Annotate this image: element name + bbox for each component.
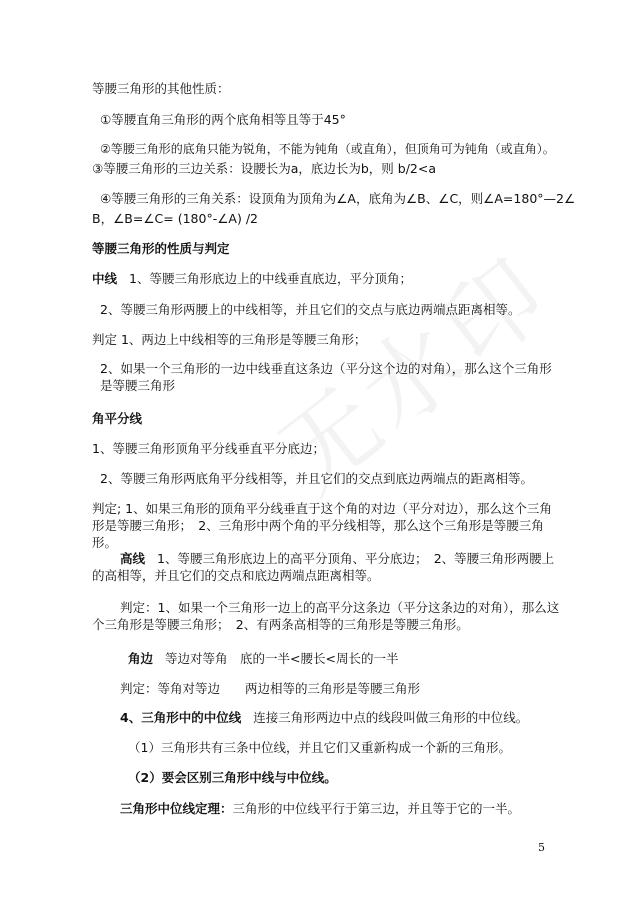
bold-term: 4、三角形中的中位线 — [120, 710, 242, 725]
text-paragraph: 2、如果一个三角形的一边中线垂直这条边（平分这个边的对角），那么这个三角形是等腰三角形 — [100, 361, 552, 393]
text-line — [128, 650, 398, 667]
text-line: 判定：等角对等边 两边相等的三角形是等腰三角形 — [120, 681, 421, 696]
text-paragraph: 判定：1、如果一个三角形一边上的高平分这条边（平分这条边的对角），那么这个三角形是等腰三角形； 2、有两条高相等的三角形是等腰三角形。 — [92, 600, 560, 632]
text-line: ②等腰三角形的底角只能为锐角，不能为钝角（或直角），但顶角可为钝角（或直角）。 — [100, 142, 555, 156]
text-line: 2、等腰三角形两底角平分线相等，并且它们的交点到底边两端点的距离相等。 — [100, 471, 533, 486]
text-line — [120, 709, 528, 726]
text-line: 等腰三角形的其他性质： — [92, 81, 230, 96]
text-line: ①等腰直角三角形的两个底角相等且等于45° — [100, 112, 346, 127]
text-span: 1、等腰三角形底边上的中线垂直底边，平分顶角； — [129, 271, 412, 286]
text-span: 等边对等角 底的一半<腰长<周长的一半 — [165, 651, 399, 666]
text-line: （2）要会区别三角形中线与中位线。 — [128, 770, 337, 785]
text-line — [92, 270, 412, 287]
bold-term: 角边 — [128, 651, 154, 666]
text-span: 三角形的中位线平行于第三边，并且等于它的一半。 — [232, 801, 521, 816]
page-number: 5 — [538, 841, 545, 854]
text-line: 1、等腰三角形顶角平分线垂直平分底边； — [92, 441, 325, 456]
bold-term: 中线 — [92, 271, 118, 286]
text-line: （1）三角形共有三条中位线，并且它们又重新构成一个新的三角形。 — [128, 740, 511, 755]
text-line — [120, 800, 520, 817]
section-heading: 角平分线 — [92, 411, 143, 426]
text-paragraph: 判定; 1、如果三角形的顶角平分线垂直于这个角的对边（平分对边），那么这个三角形是等腰三角形； 2、三角形中两个角的平分线相等，那么这个三角形是等腰三角形。 — [92, 501, 552, 550]
bold-term: 高线 — [120, 551, 146, 566]
text-line: 2、等腰三角形两腰上的中线相等，并且它们的交点与底边两端点距离相等。 — [100, 302, 521, 317]
section-heading: 等腰三角形的性质与判定 — [92, 241, 230, 256]
text-span: 连接三角形两边中点的线段叫做三角形的中位线。 — [253, 710, 529, 725]
text-span: 1、等腰三角形底边上的高平分顶角、平分底边； 2、等腰三角形两腰上的高相等，并且它们的交点和底边两端点距离相等。 — [92, 551, 555, 583]
text-line: B，∠B=∠C= (180°-∠A) /2 — [92, 211, 258, 226]
text-line: ③等腰三角形的三边关系：设腰长为a，底边长为b，则 b/2<a — [92, 161, 437, 176]
text-paragraph — [92, 550, 562, 584]
text-line: 判定 1、两边上中线相等的三角形是等腰三角形； — [92, 332, 367, 347]
bold-term: 三角形中位线定理： — [120, 801, 233, 816]
text-line: ④等腰三角形的三角关系：设顶角为顶角为∠A，底角为∠B、∠C，则∠A=180°—2∠ — [100, 191, 576, 206]
